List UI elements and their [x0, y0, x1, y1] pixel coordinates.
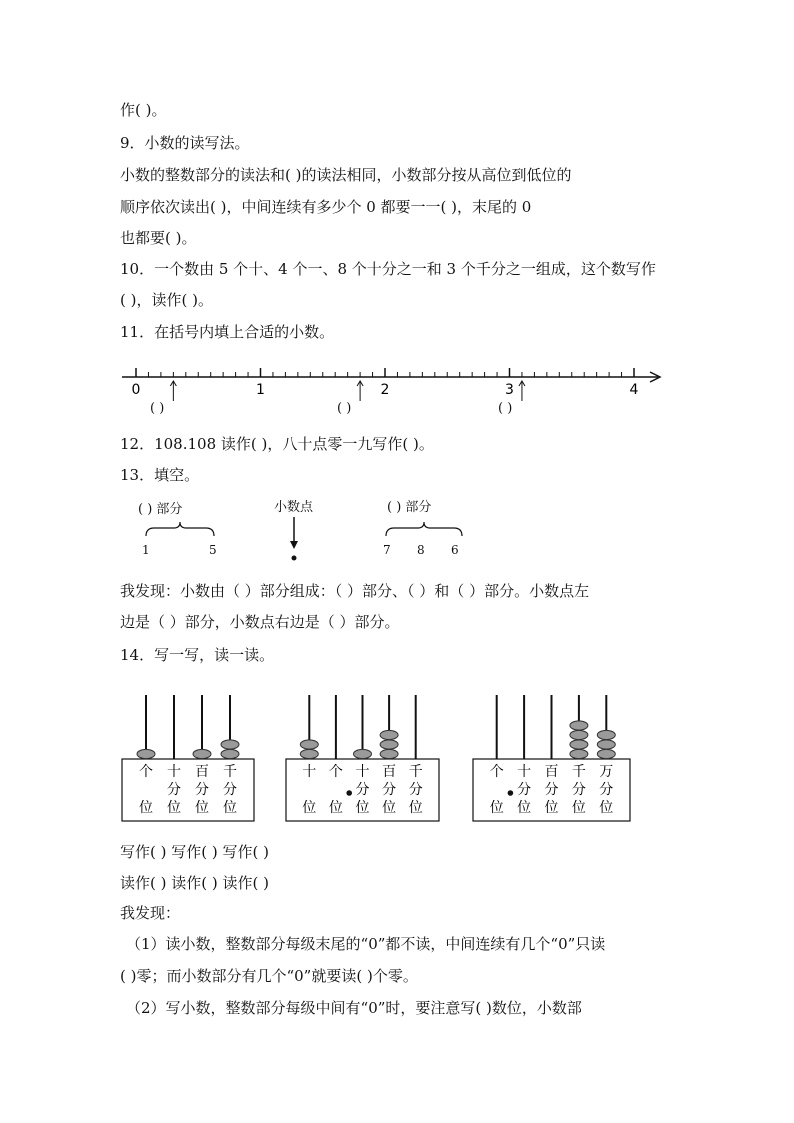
question-9-line-3: 也都要( )。 [120, 229, 197, 247]
abacus [286, 695, 439, 821]
abacus-bead [137, 749, 155, 758]
place-value-label: 分 [599, 782, 614, 798]
place-value-label: 位 [328, 800, 343, 816]
abacus-bead [380, 730, 398, 739]
abacus-group [0, 685, 794, 825]
tick-label: 1 [256, 382, 265, 398]
place-value-label: 位 [599, 800, 614, 816]
decimal-part-label: ( ) 部分 [387, 500, 432, 515]
place-value-label: 分 [517, 782, 532, 798]
number-line-blank-2: ( ) [337, 401, 352, 416]
abacus-bead [380, 749, 398, 758]
write-row: 写作( ) 写作( ) 写作( ) [120, 843, 269, 861]
place-value-label: 分 [544, 782, 559, 798]
place-value-label: 分 [408, 782, 423, 798]
abacus-bead [300, 740, 318, 749]
place-value-label: 百 [382, 764, 397, 780]
abacus-bead [380, 740, 398, 749]
place-value-label: 分 [223, 782, 237, 798]
abacus-bead [221, 740, 239, 749]
place-value-label: 十 [302, 764, 317, 780]
question-10-line-2: ( )，读作( )。 [120, 291, 213, 309]
place-value-label: 分 [167, 782, 181, 798]
text-line-1: 作( )。 [120, 101, 167, 119]
digit-7: 7 [383, 543, 391, 557]
question-9-line-2: 顺序依次读出( )，中间连续有多少个 0 都要一一( )，末尾的 0 [120, 198, 532, 216]
abacus-bead [570, 730, 588, 739]
abacus-bead [570, 740, 588, 749]
digit-5: 5 [209, 543, 217, 557]
place-value-label: 万 [599, 764, 614, 780]
place-value-label: 百 [195, 764, 209, 780]
question-14-title: 14．写一写，读一读。 [120, 646, 275, 664]
place-value-label: 分 [195, 782, 209, 798]
decimal-point-arrow [286, 515, 302, 563]
question-12: 12．108.108 读作( )，八十点零一九写作( )。 [120, 435, 434, 453]
abacus-bead [597, 749, 615, 758]
question-9-title: 9．小数的读写法。 [120, 134, 250, 152]
place-value-label: 分 [571, 782, 586, 798]
number-line-blank-3: ( ) [498, 401, 513, 416]
question-11-title: 11．在括号内填上合适的小数。 [120, 323, 335, 341]
abacus [122, 695, 254, 821]
place-value-label: 位 [382, 800, 397, 816]
tick-label: 2 [380, 382, 390, 398]
decimal-brace [380, 520, 470, 540]
question-13-title: 13．填空。 [120, 466, 200, 484]
up-arrow-icon [357, 381, 363, 401]
decimal-point-label: 小数点 [274, 500, 314, 515]
integer-brace [140, 520, 220, 540]
decimal-point-dot [508, 790, 514, 796]
place-value-label: 十 [355, 764, 370, 780]
abacus [473, 695, 630, 821]
place-value-label: 千 [571, 764, 586, 780]
place-value-label: 个 [139, 764, 153, 780]
abacus-bead [570, 721, 588, 730]
place-value-label: 位 [223, 800, 237, 816]
decimal-point-dot [346, 790, 352, 796]
abacus-bead [354, 749, 372, 758]
place-value-label: 位 [408, 800, 423, 816]
place-value-label: 个 [489, 764, 504, 780]
place-value-label: 百 [544, 764, 559, 780]
digit-1: 1 [142, 543, 150, 557]
integer-part-label: ( ) 部分 [138, 502, 183, 517]
place-value-label: 十 [517, 764, 532, 780]
up-arrow-icon [519, 381, 525, 401]
place-value-label: 位 [302, 800, 317, 816]
place-value-label: 位 [355, 800, 370, 816]
digit-6: 6 [451, 543, 459, 557]
question-10-line-1: 10．一个数由 5 个十、4 个一、8 个十分之一和 3 个千分之一组成，这个数写作 [120, 260, 656, 278]
tick-label: 0 [131, 382, 141, 398]
place-value-label: 位 [167, 800, 181, 816]
question-9-line-1: 小数的整数部分的读法和( )的读法相同，小数部分按从高位到低位的 [120, 166, 572, 184]
abacus-bead [570, 749, 588, 758]
discovery-rule-2: （2）写小数，整数部分每级中间有“0”时，要注意写( )数位，小数部 [126, 999, 582, 1017]
discovery-line-2: 边是（ ）部分，小数点右边是（ ）部分。 [120, 613, 400, 631]
abacus-bead [300, 749, 318, 758]
discovery-rule-1: （1）读小数，整数部分每级末尾的“0”都不读，中间连续有几个“0”只读 [126, 935, 606, 953]
abacus-bead [221, 749, 239, 758]
abacus-bead [597, 730, 615, 739]
abacus-bead [597, 740, 615, 749]
read-row: 读作( ) 读作( ) 读作( ) [120, 874, 269, 892]
tick-label: 4 [629, 382, 639, 398]
place-value-label: 位 [571, 800, 586, 816]
place-value-label: 位 [544, 800, 559, 816]
up-arrow-icon [170, 381, 176, 401]
discovery-rule-1-cont: ( )零；而小数部分有几个“0”就要读( )个零。 [120, 967, 418, 985]
place-value-label: 分 [355, 782, 370, 798]
tick-label: 3 [505, 382, 514, 398]
place-value-label: 位 [139, 800, 153, 816]
digit-8: 8 [417, 543, 425, 557]
discovery-line-1: 我发现：小数由（ ）部分组成：（ ）部分、（ ）和（ ）部分。小数点左 [120, 582, 590, 600]
place-value-label: 位 [195, 800, 209, 816]
number-line-blank-1: ( ) [150, 401, 165, 416]
number-line [110, 355, 680, 425]
place-value-label: 位 [517, 800, 532, 816]
place-value-label: 千 [408, 764, 423, 780]
place-value-label: 十 [167, 764, 181, 780]
place-value-label: 个 [328, 764, 343, 780]
place-value-label: 位 [489, 800, 504, 816]
abacus-bead [193, 749, 211, 758]
place-value-label: 千 [223, 764, 237, 780]
discovery-title: 我发现： [120, 904, 181, 922]
place-value-label: 分 [382, 782, 397, 798]
